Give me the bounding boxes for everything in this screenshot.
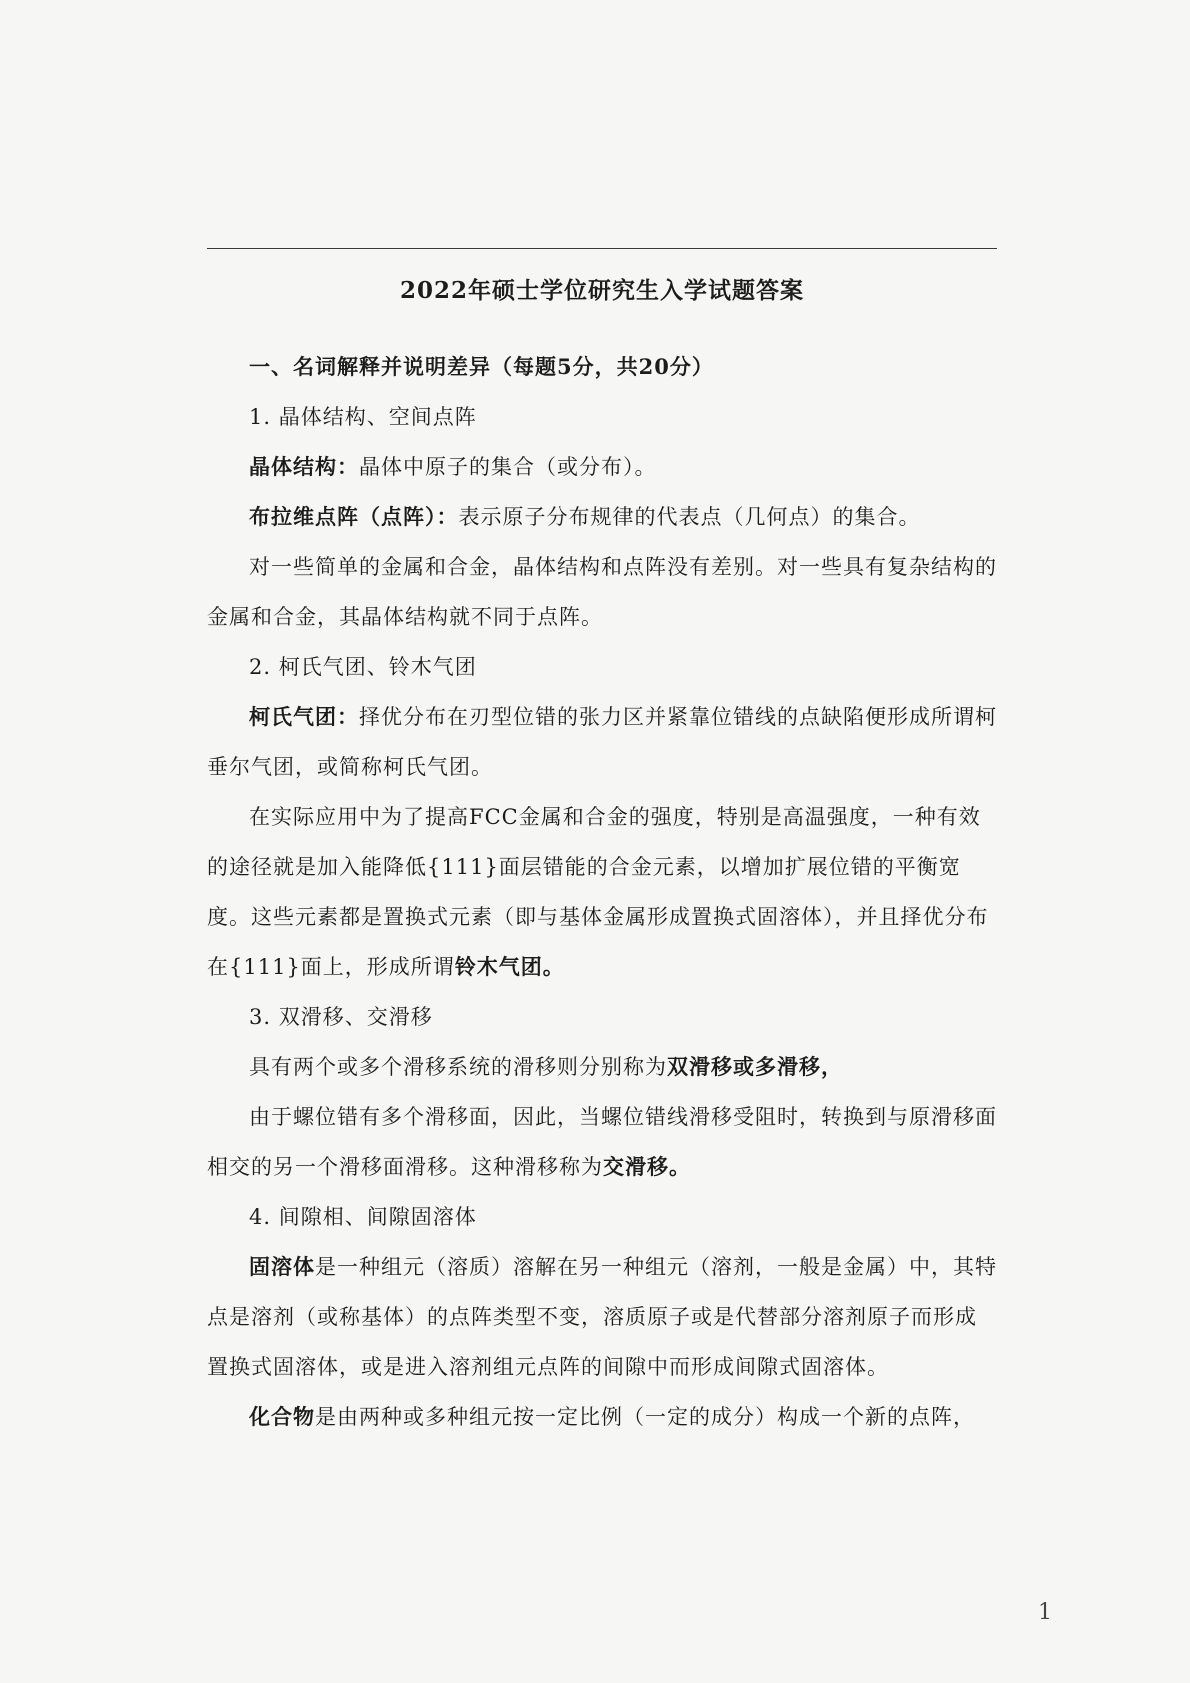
q4-paragraph-2 [207,1392,997,1442]
question-4-heading: 4. 间隙相、间隙固溶体 [249,1205,477,1229]
q3-paragraph-1-term: 双滑移或多滑移， [667,1054,843,1079]
page-number: 1 [1038,1600,1052,1625]
q1-difference: 对一些简单的金属和合金，晶体结构和点阵没有差别。对一些具有复杂结构的金属和合金，其晶体结构就不同于点阵。 [207,555,997,629]
q2-term-1: 柯氏气团： [249,704,359,729]
section-heading: 一、名词解释并说明差异（每题5分，共20分） [249,354,714,379]
q3-paragraph-2 [207,1092,997,1192]
q1-definition-1 [207,442,997,492]
q3-paragraph-2-text: 由于螺位错有多个滑移面，因此，当螺位错线滑移受阻时，转换到与原滑移面相交的另一个滑移面滑移。这种滑移称为 [207,1105,997,1179]
q3-paragraph-1 [207,1042,997,1092]
answer-body [207,342,997,1442]
q1-term-1: 晶体结构： [249,454,359,479]
question-1-heading: 1. 晶体结构、空间点阵 [249,405,477,429]
q2-paragraph-2-text: 在实际应用中为了提高FCC金属和合金的强度，特别是高温强度，一种有效的途径就是加入能降低{111}面层错能的合金元素，以增加扩展位错的平衡宽度。这些元素都是置换式元素（即与基体金属形成置换式固溶体），并且择优分布在{111}面上，形成所谓 [207,805,989,979]
header-rule [207,248,997,249]
q1-definition-2 [207,492,997,542]
q3-paragraph-1-text: 具有两个或多个滑移系统的滑移则分别称为 [249,1055,667,1079]
q4-paragraph-1 [207,1242,997,1392]
q3-paragraph-2-term: 交滑移。 [603,1154,691,1179]
question-3-heading: 3. 双滑移、交滑移 [249,1005,433,1029]
q2-paragraph-2-term: 铃木气团。 [454,954,565,979]
q1-term-2: 布拉维点阵（点阵）： [249,504,459,529]
q4-paragraph-2-term: 化合物 [249,1404,315,1429]
q1-definition-2-text: 表示原子分布规律的代表点（几何点）的集合。 [458,505,921,529]
q1-definition-1-text: 晶体中原子的集合（或分布）。 [359,455,657,479]
q4-paragraph-2-text: 是由两种或多种组元按一定比例（一定的成分）构成一个新的点阵， [315,1405,975,1429]
q4-paragraph-1-text: 是一种组元（溶质）溶解在另一种组元（溶剂，一般是金属）中，其特点是溶剂（或称基体）的点阵类型不变，溶质原子或是代替部分溶剂原子而形成置换式固溶体，或是进入溶剂组元点阵的间隙中而形成间隙式固溶体。 [207,1255,997,1379]
q2-definition-1-text: 择优分布在刃型位错的张力区并紧靠位错线的点缺陷便形成所谓柯垂尔气团，或简称柯氏气团。 [207,705,997,779]
q4-paragraph-1-term: 固溶体 [249,1254,315,1279]
question-2-heading: 2. 柯氏气团、铃木气团 [249,655,477,679]
page-title: 2022年硕士学位研究生入学试题答案 [399,277,804,304]
q2-paragraph-2 [207,792,997,992]
q2-definition-1 [207,692,997,792]
